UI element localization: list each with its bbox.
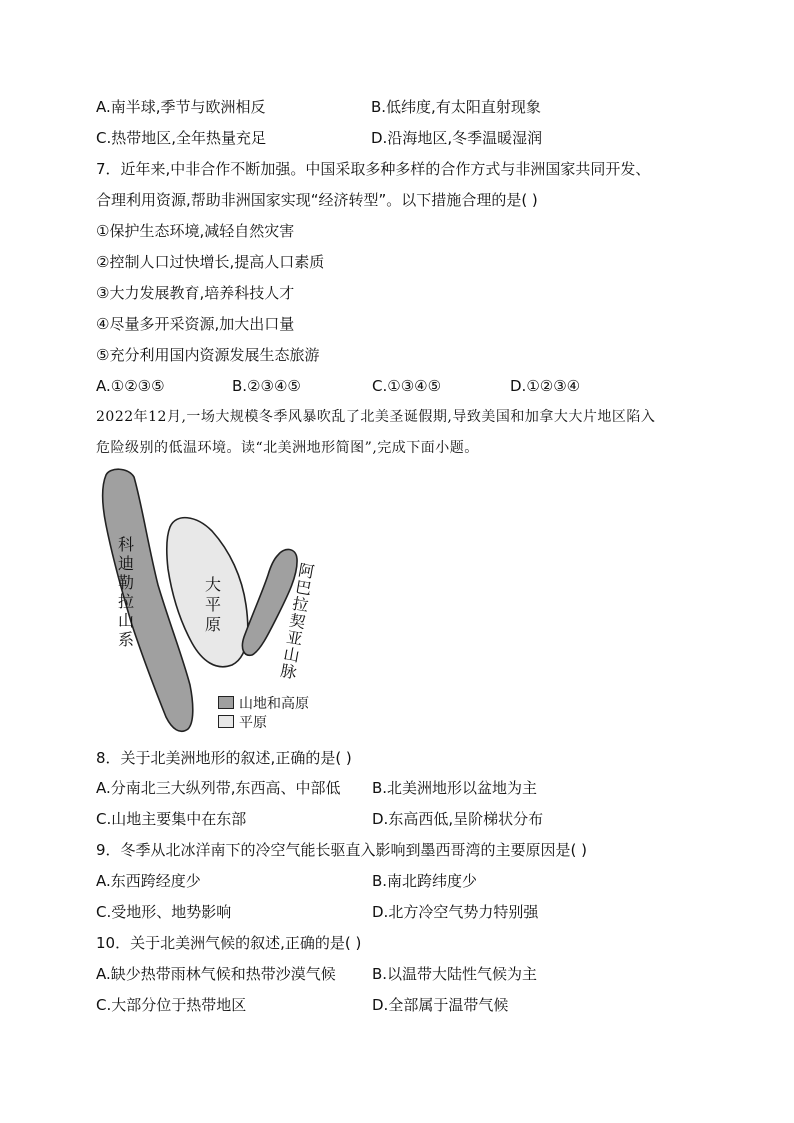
material-line2: 危险级别的低温环境。读“北美洲地形简图”,完成下面小题。	[96, 440, 479, 456]
label-great-plains	[203, 575, 223, 635]
label-char: 迪	[117, 554, 134, 573]
label-cordillera	[116, 535, 136, 649]
label-char: 山	[282, 644, 302, 666]
label-char: 巴	[293, 577, 313, 599]
q7-statement-3: ③大力发展教育,培养科技人才	[96, 284, 295, 302]
material-line1: 2022年12月,一场大规模冬季风暴吹乱了北美圣诞假期,导致美国和加拿大大片地区陷入	[96, 409, 656, 425]
q7-stem-line1: 7．近年来,中非合作不断加强。中国采取多种多样的合作方式与非洲国家共同开发、	[96, 160, 651, 178]
q8-stem: 8．关于北美洲地形的叙述,正确的是( )	[96, 749, 352, 767]
q7-option-c: C.①③④⑤	[372, 377, 442, 395]
q10-option-a: A.缺少热带雨林气候和热带沙漠气候	[96, 965, 336, 983]
label-char: 科	[117, 535, 134, 554]
q7-statement-2: ②控制人口过快增长,提高人口素质	[96, 253, 325, 271]
legend-mountain	[218, 695, 309, 713]
q6-option-b: B.低纬度,有太阳直射现象	[371, 98, 541, 116]
label-char: 原	[204, 615, 221, 634]
label-char: 阿	[296, 560, 316, 582]
label-char: 山	[117, 611, 134, 630]
label-char: 脉	[279, 660, 299, 683]
q9-stem: 9．冬季从北冰洋南下的冷空气能长驱直入影响到墨西哥湾的主要原因是( )	[96, 841, 588, 859]
q6-option-a: A.南半球,季节与欧洲相反	[96, 98, 266, 116]
q10-option-d: D.全部属于温带气候	[372, 996, 509, 1014]
q8-option-a: A.分南北三大纵列带,东西高、中部低	[96, 779, 341, 797]
label-char: 拉	[117, 592, 134, 611]
legend-swatch-plain	[218, 715, 234, 728]
q7-statement-1: ①保护生态环境,减轻自然灾害	[96, 222, 295, 240]
q10-option-c: C.大部分位于热带地区	[96, 996, 247, 1014]
label-char: 平	[204, 595, 221, 614]
q7-option-b: B.②③④⑤	[232, 377, 301, 395]
q9-option-a: A.东西跨经度少	[96, 872, 201, 890]
q6-option-d: D.沿海地区,冬季温暖湿润	[371, 129, 543, 147]
q7-statement-5: ⑤充分利用国内资源发展生态旅游	[96, 346, 320, 364]
label-char: 亚	[285, 627, 305, 649]
q8-option-d: D.东高西低,呈阶梯状分布	[372, 810, 544, 828]
legend-label-mountain: 山地和高原	[239, 696, 309, 712]
label-char: 勒	[117, 573, 134, 592]
q7-statement-4: ④尽量多开采资源,加大出口量	[96, 315, 295, 333]
q10-option-b: B.以温带大陆性气候为主	[372, 965, 538, 983]
q9-option-c: C.受地形、地势影响	[96, 903, 232, 921]
q7-stem-line2: 合理利用资源,帮助非洲国家实现“经济转型”。以下措施合理的是( )	[96, 191, 538, 209]
q6-option-c: C.热带地区,全年热量充足	[96, 129, 267, 147]
label-char: 拉	[290, 593, 310, 616]
q8-option-c: C.山地主要集中在东部	[96, 810, 247, 828]
label-char: 契	[287, 610, 308, 633]
legend-swatch-mountain	[218, 696, 234, 709]
label-char: 大	[204, 575, 221, 594]
q9-option-b: B.南北跨纬度少	[372, 872, 478, 890]
legend-label-plain: 平原	[239, 715, 267, 731]
q7-option-d: D.①②③④	[510, 377, 581, 395]
legend-plain	[218, 714, 267, 732]
label-char: 系	[117, 630, 134, 649]
north-america-terrain-map	[92, 465, 342, 735]
q9-option-d: D.北方冷空气势力特别强	[372, 903, 539, 921]
q10-stem: 10．关于北美洲气候的叙述,正确的是( )	[96, 934, 362, 952]
q7-option-a: A.①②③⑤	[96, 377, 165, 395]
q8-option-b: B.北美洲地形以盆地为主	[372, 779, 538, 797]
